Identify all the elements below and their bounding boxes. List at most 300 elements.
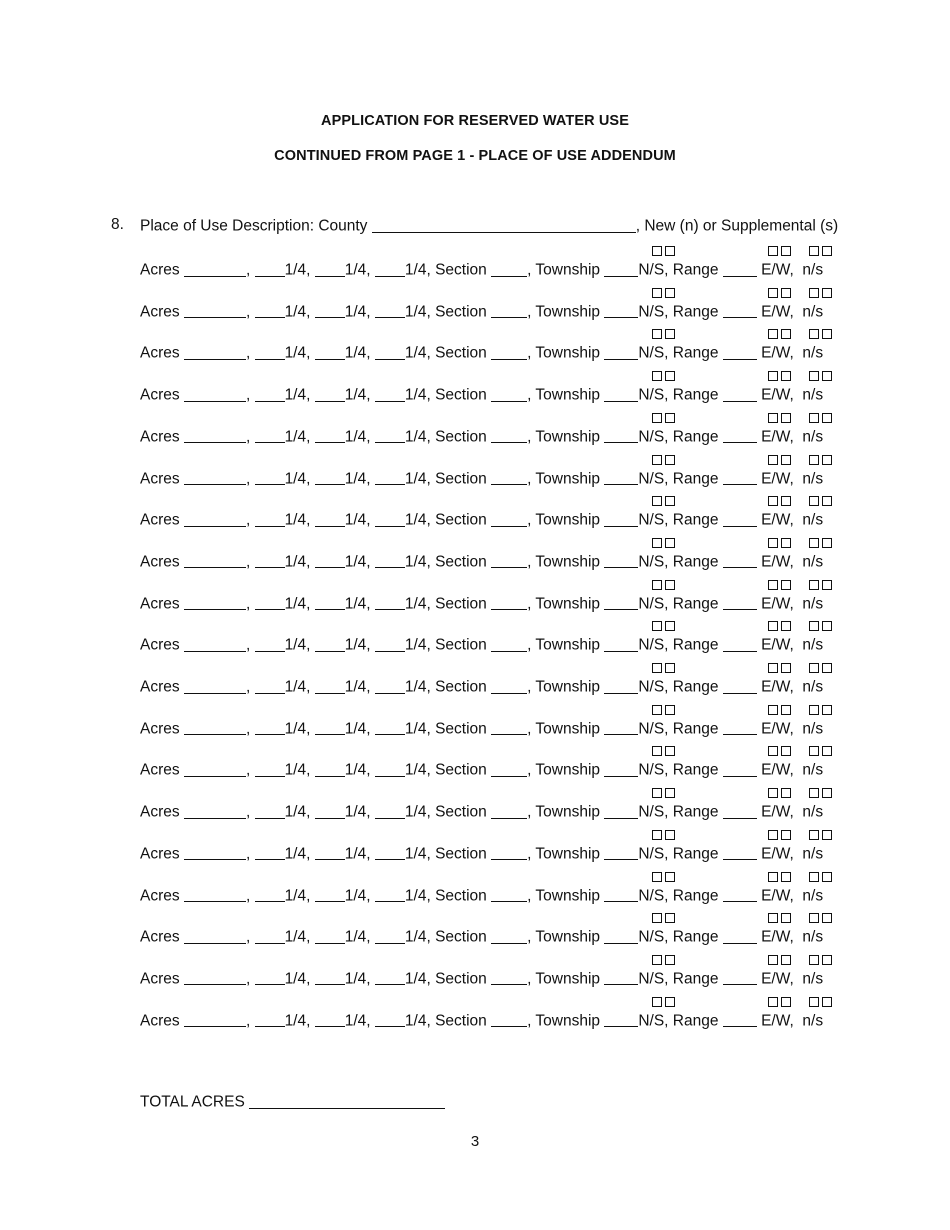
range-field[interactable] (723, 469, 757, 486)
township-label: , Township (527, 887, 605, 904)
w-checkbox[interactable] (781, 455, 791, 465)
township-field[interactable] (604, 927, 638, 944)
e-checkbox[interactable] (768, 913, 778, 923)
acres-field[interactable] (184, 469, 246, 486)
range-field[interactable] (723, 844, 757, 861)
supplemental-checkbox[interactable] (822, 830, 832, 840)
ns-checkboxes (652, 538, 675, 548)
township-field[interactable] (604, 469, 638, 486)
w-checkbox[interactable] (781, 830, 791, 840)
quarter-field[interactable] (375, 385, 405, 402)
acres-field[interactable] (184, 802, 246, 819)
range-label: N/S, Range (638, 303, 723, 321)
new-checkbox[interactable] (809, 496, 819, 506)
supplemental-checkbox[interactable] (822, 872, 832, 882)
new-checkbox[interactable] (809, 413, 819, 423)
new-checkbox[interactable] (809, 455, 819, 465)
s-checkbox[interactable] (665, 746, 675, 756)
e-checkbox[interactable] (768, 329, 778, 339)
quarter-label: 1/4, (344, 303, 375, 321)
acres-field[interactable] (184, 886, 246, 903)
section-field[interactable] (491, 1011, 527, 1028)
w-checkbox[interactable] (781, 663, 791, 673)
n-checkbox[interactable] (652, 746, 662, 756)
range-field[interactable] (723, 802, 757, 819)
township-field[interactable] (604, 427, 638, 444)
s-checkbox[interactable] (665, 788, 675, 798)
w-checkbox[interactable] (781, 538, 791, 548)
township-field[interactable] (604, 802, 638, 819)
quarter-field[interactable] (315, 969, 345, 986)
quarter-field[interactable] (375, 343, 405, 360)
s-checkbox[interactable] (665, 246, 675, 256)
acres-field[interactable] (184, 302, 246, 319)
township-field[interactable] (604, 1011, 638, 1028)
range-field[interactable] (723, 927, 757, 944)
acres-label: Acres (140, 803, 184, 821)
new-supplemental-checkboxes (809, 955, 832, 965)
quarter-field[interactable] (315, 719, 345, 736)
acres-field[interactable] (184, 552, 246, 569)
n-checkbox[interactable] (652, 788, 662, 798)
s-checkbox[interactable] (665, 455, 675, 465)
new-checkbox[interactable] (809, 246, 819, 256)
new-checkbox[interactable] (809, 955, 819, 965)
quarter-field[interactable] (255, 302, 285, 319)
new-checkbox[interactable] (809, 538, 819, 548)
e-checkbox[interactable] (768, 455, 778, 465)
quarter-field[interactable] (255, 385, 285, 402)
range-field[interactable] (723, 343, 757, 360)
w-checkbox[interactable] (781, 872, 791, 882)
quarter-field[interactable] (375, 802, 405, 819)
s-checkbox[interactable] (665, 371, 675, 381)
place-of-use-description (140, 216, 838, 236)
supplemental-checkbox[interactable] (822, 788, 832, 798)
section-field[interactable] (491, 886, 527, 903)
e-checkbox[interactable] (768, 371, 778, 381)
county-field[interactable] (372, 216, 636, 233)
place-of-use-row (140, 830, 850, 870)
new-checkbox[interactable] (809, 329, 819, 339)
ew-checkboxes (768, 580, 791, 590)
quarter-field[interactable] (375, 1011, 405, 1028)
range-field[interactable] (723, 1011, 757, 1028)
quarter-field[interactable] (315, 343, 345, 360)
new-checkbox[interactable] (809, 288, 819, 298)
quarter-field[interactable] (255, 886, 285, 903)
supplemental-checkbox[interactable] (822, 580, 832, 590)
section-field[interactable] (491, 677, 527, 694)
n-checkbox[interactable] (652, 997, 662, 1007)
acres-field[interactable] (184, 594, 246, 611)
supplemental-checkbox[interactable] (822, 955, 832, 965)
township-label: , Township (527, 553, 605, 571)
range-field[interactable] (723, 969, 757, 986)
quarter-field[interactable] (375, 969, 405, 986)
w-checkbox[interactable] (781, 413, 791, 423)
quarter-field[interactable] (375, 594, 405, 611)
e-checkbox[interactable] (768, 621, 778, 631)
w-checkbox[interactable] (781, 371, 791, 381)
quarter-field[interactable] (255, 260, 285, 277)
quarter-field[interactable] (315, 260, 345, 277)
supplemental-checkbox[interactable] (822, 329, 832, 339)
quarter-field[interactable] (315, 927, 345, 944)
quarter-field[interactable] (315, 552, 345, 569)
n-checkbox[interactable] (652, 872, 662, 882)
supplemental-checkbox[interactable] (822, 413, 832, 423)
quarter-label: 1/4, (344, 761, 375, 779)
quarter-field[interactable] (255, 760, 285, 777)
quarter-field[interactable] (375, 844, 405, 861)
quarter-field[interactable] (375, 260, 405, 277)
quarter-field[interactable] (315, 385, 345, 402)
acres-label: Acres (140, 470, 184, 487)
quarter-label: 1/4, (344, 595, 375, 613)
n-checkbox[interactable] (652, 580, 662, 590)
supplemental-checkbox[interactable] (822, 746, 832, 756)
acres-field[interactable] (184, 343, 246, 360)
n-checkbox[interactable] (652, 371, 662, 381)
row-text: Acres , 1/4, 1/4, 1/4, Section , Township N/S, Range E/W, n/s (140, 720, 824, 738)
quarter-field[interactable] (255, 719, 285, 736)
ew-ns-label: E/W, n/s (756, 553, 824, 571)
supplemental-checkbox[interactable] (822, 288, 832, 298)
total-acres-field[interactable] (249, 1092, 445, 1109)
range-field[interactable] (723, 260, 757, 277)
s-checkbox[interactable] (665, 496, 675, 506)
range-field[interactable] (723, 635, 757, 652)
acres-field[interactable] (184, 1011, 246, 1028)
w-checkbox[interactable] (781, 955, 791, 965)
section-label: 1/4, Section (404, 261, 492, 279)
ew-ns-label: E/W, n/s (756, 470, 824, 487)
township-field[interactable] (604, 969, 638, 986)
quarter-field[interactable] (255, 802, 285, 819)
quarter-field[interactable] (255, 552, 285, 569)
quarter-field[interactable] (315, 510, 345, 527)
range-field[interactable] (723, 552, 757, 569)
section-field[interactable] (491, 719, 527, 736)
s-checkbox[interactable] (665, 538, 675, 548)
quarter-label: 1/4, (344, 636, 375, 654)
acres-field[interactable] (184, 260, 246, 277)
township-field[interactable] (604, 510, 638, 527)
w-checkbox[interactable] (781, 329, 791, 339)
n-checkbox[interactable] (652, 455, 662, 465)
w-checkbox[interactable] (781, 997, 791, 1007)
row-text: Acres , 1/4, 1/4, 1/4, Section , Township N/S, Range E/W, n/s (140, 1012, 824, 1030)
section-field[interactable] (491, 594, 527, 611)
supplemental-checkbox[interactable] (822, 538, 832, 548)
s-checkbox[interactable] (665, 705, 675, 715)
section-field[interactable] (491, 844, 527, 861)
s-checkbox[interactable] (665, 955, 675, 965)
w-checkbox[interactable] (781, 705, 791, 715)
e-checkbox[interactable] (768, 955, 778, 965)
place-of-use-row (140, 413, 850, 453)
w-checkbox[interactable] (781, 746, 791, 756)
range-label: N/S, Range (638, 1012, 723, 1030)
s-checkbox[interactable] (665, 830, 675, 840)
e-checkbox[interactable] (768, 997, 778, 1007)
n-checkbox[interactable] (652, 246, 662, 256)
quarter-label: 1/4, (284, 261, 315, 279)
township-field[interactable] (604, 552, 638, 569)
quarter-field[interactable] (255, 594, 285, 611)
new-checkbox[interactable] (809, 830, 819, 840)
quarter-field[interactable] (255, 635, 285, 652)
s-checkbox[interactable] (665, 329, 675, 339)
ew-ns-label: E/W, n/s (756, 261, 824, 279)
s-checkbox[interactable] (665, 872, 675, 882)
n-checkbox[interactable] (652, 288, 662, 298)
ns-checkboxes (652, 705, 675, 715)
ns-checkboxes (652, 621, 675, 631)
acres-label: Acres (140, 761, 184, 779)
ns-checkboxes (652, 288, 675, 298)
quarter-field[interactable] (315, 886, 345, 903)
quarter-field[interactable] (255, 969, 285, 986)
e-checkbox[interactable] (768, 246, 778, 256)
new-checkbox[interactable] (809, 371, 819, 381)
township-field[interactable] (604, 594, 638, 611)
township-field[interactable] (604, 886, 638, 903)
supplemental-checkbox[interactable] (822, 371, 832, 381)
acres-field[interactable] (184, 760, 246, 777)
quarter-field[interactable] (315, 594, 345, 611)
row-text: Acres , 1/4, 1/4, 1/4, Section , Township N/S, Range E/W, n/s (140, 511, 824, 529)
n-checkbox[interactable] (652, 830, 662, 840)
n-checkbox[interactable] (652, 496, 662, 506)
township-field[interactable] (604, 635, 638, 652)
ns-checkboxes (652, 246, 675, 256)
quarter-field[interactable] (375, 760, 405, 777)
quarter-field[interactable] (255, 677, 285, 694)
e-checkbox[interactable] (768, 746, 778, 756)
quarter-field[interactable] (375, 427, 405, 444)
quarter-field[interactable] (315, 1011, 345, 1028)
e-checkbox[interactable] (768, 663, 778, 673)
quarter-field[interactable] (375, 469, 405, 486)
section-field[interactable] (491, 385, 527, 402)
acres-field[interactable] (184, 635, 246, 652)
range-field[interactable] (723, 385, 757, 402)
w-checkbox[interactable] (781, 496, 791, 506)
quarter-label: 1/4, (284, 386, 315, 404)
new-checkbox[interactable] (809, 746, 819, 756)
quarter-field[interactable] (315, 677, 345, 694)
n-checkbox[interactable] (652, 663, 662, 673)
section-field[interactable] (491, 969, 527, 986)
w-checkbox[interactable] (781, 288, 791, 298)
quarter-label: 1/4, (284, 887, 315, 904)
supplemental-checkbox[interactable] (822, 997, 832, 1007)
township-field[interactable] (604, 343, 638, 360)
acres-label: Acres (140, 636, 184, 654)
acres-field[interactable] (184, 677, 246, 694)
supplemental-checkbox[interactable] (822, 913, 832, 923)
quarter-field[interactable] (315, 802, 345, 819)
new-checkbox[interactable] (809, 788, 819, 798)
quarter-field[interactable] (255, 343, 285, 360)
e-checkbox[interactable] (768, 496, 778, 506)
acres-field[interactable] (184, 427, 246, 444)
ew-ns-label: E/W, n/s (756, 1012, 824, 1030)
quarter-field[interactable] (375, 552, 405, 569)
s-checkbox[interactable] (665, 580, 675, 590)
quarter-label: 1/4, (284, 344, 315, 362)
range-field[interactable] (723, 760, 757, 777)
township-field[interactable] (604, 719, 638, 736)
acres-field[interactable] (184, 844, 246, 861)
ew-checkboxes (768, 788, 791, 798)
acres-label: Acres (140, 386, 184, 404)
e-checkbox[interactable] (768, 705, 778, 715)
e-checkbox[interactable] (768, 580, 778, 590)
s-checkbox[interactable] (665, 913, 675, 923)
supplemental-checkbox[interactable] (822, 621, 832, 631)
range-field[interactable] (723, 427, 757, 444)
township-field[interactable] (604, 260, 638, 277)
quarter-field[interactable] (255, 510, 285, 527)
ew-checkboxes (768, 705, 791, 715)
new-checkbox[interactable] (809, 705, 819, 715)
section-field[interactable] (491, 635, 527, 652)
township-field[interactable] (604, 677, 638, 694)
range-label: N/S, Range (638, 928, 723, 946)
quarter-field[interactable] (315, 302, 345, 319)
section-label: 1/4, Section (404, 678, 492, 696)
section-field[interactable] (491, 510, 527, 527)
new-supplemental-checkboxes (809, 413, 832, 423)
supplemental-checkbox[interactable] (822, 455, 832, 465)
ew-checkboxes (768, 538, 791, 548)
n-checkbox[interactable] (652, 913, 662, 923)
section-field[interactable] (491, 343, 527, 360)
acres-field[interactable] (184, 385, 246, 402)
s-checkbox[interactable] (665, 663, 675, 673)
n-checkbox[interactable] (652, 413, 662, 423)
quarter-field[interactable] (375, 635, 405, 652)
w-checkbox[interactable] (781, 246, 791, 256)
new-checkbox[interactable] (809, 872, 819, 882)
e-checkbox[interactable] (768, 872, 778, 882)
w-checkbox[interactable] (781, 913, 791, 923)
quarter-field[interactable] (255, 844, 285, 861)
row-text: Acres , 1/4, 1/4, 1/4, Section , Township N/S, Range E/W, n/s (140, 845, 824, 863)
range-field[interactable] (723, 719, 757, 736)
section-field[interactable] (491, 552, 527, 569)
ew-checkboxes (768, 663, 791, 673)
quarter-label: 1/4, (344, 261, 375, 279)
n-checkbox[interactable] (652, 538, 662, 548)
s-checkbox[interactable] (665, 288, 675, 298)
supplemental-checkbox[interactable] (822, 246, 832, 256)
quarter-field[interactable] (255, 469, 285, 486)
supplemental-checkbox[interactable] (822, 496, 832, 506)
quarter-field[interactable] (315, 635, 345, 652)
acres-label: Acres (140, 511, 184, 529)
quarter-field[interactable] (255, 927, 285, 944)
section-field[interactable] (491, 760, 527, 777)
n-checkbox[interactable] (652, 705, 662, 715)
range-field[interactable] (723, 886, 757, 903)
s-checkbox[interactable] (665, 997, 675, 1007)
place-of-use-row (140, 872, 850, 912)
new-checkbox[interactable] (809, 997, 819, 1007)
ew-ns-label: E/W, n/s (756, 511, 824, 529)
acres-field[interactable] (184, 969, 246, 986)
range-field[interactable] (723, 594, 757, 611)
e-checkbox[interactable] (768, 788, 778, 798)
s-checkbox[interactable] (665, 413, 675, 423)
e-checkbox[interactable] (768, 830, 778, 840)
e-checkbox[interactable] (768, 413, 778, 423)
township-field[interactable] (604, 844, 638, 861)
acres-field[interactable] (184, 510, 246, 527)
township-field[interactable] (604, 385, 638, 402)
quarter-field[interactable] (255, 427, 285, 444)
row-text: Acres , 1/4, 1/4, 1/4, Section , Township N/S, Range E/W, n/s (140, 970, 824, 988)
section-field[interactable] (491, 927, 527, 944)
n-checkbox[interactable] (652, 621, 662, 631)
section-field[interactable] (491, 469, 527, 486)
township-field[interactable] (604, 760, 638, 777)
new-checkbox[interactable] (809, 580, 819, 590)
quarter-field[interactable] (375, 927, 405, 944)
quarter-field[interactable] (315, 469, 345, 486)
w-checkbox[interactable] (781, 788, 791, 798)
ew-checkboxes (768, 246, 791, 256)
quarter-field[interactable] (375, 886, 405, 903)
e-checkbox[interactable] (768, 288, 778, 298)
quarter-field[interactable] (315, 844, 345, 861)
new-checkbox[interactable] (809, 913, 819, 923)
n-checkbox[interactable] (652, 955, 662, 965)
acres-field[interactable] (184, 719, 246, 736)
township-field[interactable] (604, 302, 638, 319)
supplemental-checkbox[interactable] (822, 663, 832, 673)
quarter-field[interactable] (375, 677, 405, 694)
quarter-field[interactable] (315, 760, 345, 777)
quarter-field[interactable] (375, 719, 405, 736)
quarter-field[interactable] (375, 302, 405, 319)
section-field[interactable] (491, 302, 527, 319)
quarter-field[interactable] (315, 427, 345, 444)
range-field[interactable] (723, 677, 757, 694)
s-checkbox[interactable] (665, 621, 675, 631)
quarter-field[interactable] (255, 1011, 285, 1028)
section-label: 1/4, Section (404, 511, 492, 529)
w-checkbox[interactable] (781, 580, 791, 590)
section-field[interactable] (491, 802, 527, 819)
n-checkbox[interactable] (652, 329, 662, 339)
new-checkbox[interactable] (809, 663, 819, 673)
supplemental-checkbox[interactable] (822, 705, 832, 715)
section-field[interactable] (491, 427, 527, 444)
section-field[interactable] (491, 260, 527, 277)
range-field[interactable] (723, 302, 757, 319)
range-field[interactable] (723, 510, 757, 527)
w-checkbox[interactable] (781, 621, 791, 631)
new-checkbox[interactable] (809, 621, 819, 631)
e-checkbox[interactable] (768, 538, 778, 548)
section-label: 1/4, Section (404, 761, 492, 779)
acres-field[interactable] (184, 927, 246, 944)
quarter-field[interactable] (375, 510, 405, 527)
